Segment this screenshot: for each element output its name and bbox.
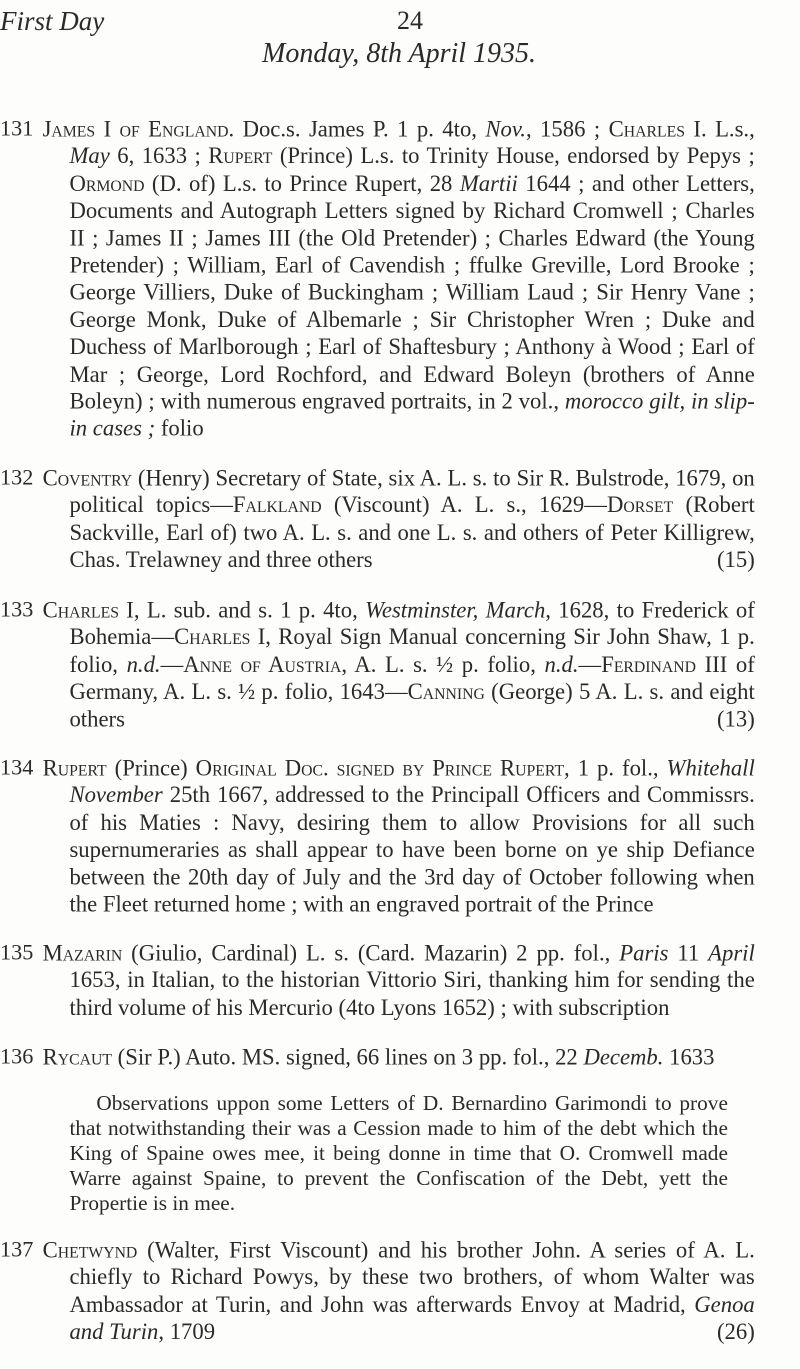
lot-text: (Sir P.) Auto. MS. signed, 66 lines on 3 pp. fol., 22 [111,1044,584,1070]
italic-text: Nov. [485,116,526,142]
lot-text: , 1628, to Frederick of Bohemia— [69,597,755,650]
lot-number: 135 [0,941,34,966]
sale-day-label: First Day [0,6,105,36]
lot-134 [0,755,755,918]
lot-text: (Robert Sackville, Earl of) two A. L. s. and one L. s. and others of Peter Killigrew, Chas. Trelawney and three others [69,493,755,573]
lot-text: (Prince) L.s. to Trinity House, endorsed by Pepys ; [272,144,755,170]
lot-description [43,597,755,733]
lot-text: — [578,652,602,678]
lot-heading-text: Canning [407,679,485,705]
lot-text: Doc.s. James P. 1 p. 4to, [234,116,486,142]
lot-description [43,116,755,443]
lot-text: (Viscount) A. L. s., 1629— [321,493,607,519]
lot-heading-text: Coventry [42,466,133,492]
lot-heading-text: Original Doc. signed by Prince Rupert, [195,755,570,781]
lot-text: 6, 1633 ; [109,144,209,170]
lot-text: (D. of) L.s. to Prince Rupert, 28 [144,171,460,197]
page-header [0,6,800,80]
italic-text: n.d. [544,652,579,678]
lot-heading-text: Rupert [208,144,273,170]
lot-text: 1633 [663,1044,715,1070]
lot-text: 1 p. fol., [569,755,667,781]
lot-133 [0,597,755,733]
lot-text: Royal Sign Manual concerning Sir John Shaw, 1 p. folio, [69,624,755,678]
italic-text: morocco gilt, in slip-in cases ; [69,389,755,442]
lot-text: (Prince) [106,755,196,781]
italic-text: Genoa and Turin [69,1292,755,1346]
lot-number: 134 [0,755,34,781]
lot-heading-text: Ferdinand [601,652,697,678]
italic-text: n.d. [126,652,161,678]
lot-text: (Giulio, Cardinal) L. s. (Card. Mazarin) 2 pp. fol., [122,941,620,967]
lot-number: 131 [0,116,34,142]
lot-135 [0,940,755,1022]
lot-text: 1644 ; and other Letters, Documents and Autograph Letters signed by Richard Cromwell ; Charles II ; James II ; James III (the Old Pretender) ; Charles Edward (the Young Pretender) ; William, Earl of Cavendish ; ffulke Greville, Lord Brooke ; George Villiers, Duke of Buckingham ; William Laud ; Sir Henry Vane ; George Monk, Duke of Albemarle ; Sir Christopher Wren ; Duke and Duchess of Marlborough ; Earl of Shaftesbury ; Anthony à Wood ; Earl of Mar ; George, Lord Rochford, and Edward Boleyn (brothers of Anne Boleyn) ; with numerous engraved portraits, in 2 vol., [69,171,755,415]
item-count: (13) [716,706,755,732]
lot-text: 11 [668,941,709,967]
lot-number: 137 [0,1238,34,1263]
italic-text: Paris [619,941,669,967]
lot-text: (George) 5 A. L. s. and eight others [69,679,755,732]
italic-text: Whitehall November [69,755,755,809]
lot-number: 132 [0,466,34,491]
lot-132 [0,465,755,574]
lot-heading-text: Charles I, [174,624,271,650]
italic-text: Decemb. [583,1044,664,1070]
lot-text: , 1709 [158,1320,216,1346]
italic-text: Martii [459,171,518,197]
lot-137 [0,1237,755,1346]
lot-136 [0,1044,741,1216]
lot-131 [0,116,755,443]
item-count: (26) [716,1320,755,1346]
lot-heading-text: Chetwynd [42,1238,138,1264]
lot-heading-text: Charles I. [608,116,707,142]
lot-heading-text: Rycaut [42,1044,112,1070]
sale-date: Monday, 8th April 1935. [262,38,537,69]
lot-number: 133 [0,597,34,622]
lot-text: III of Germany, A. L. s. ½ p. folio, 1643— [69,652,755,705]
page-number: 24 [397,6,423,35]
lot-description [43,755,755,918]
lot-note: Observations uppon some Letters of D. Bernardino Garimondi to prove that notwithstanding their was a Cession made to him of the debt which the King of Spaine owes mee, it being donne in time that O. Cromwell made Warre against Spaine, to prevent the Confiscation of the Debt, yett the Propertie is in mee. [69,1091,728,1214]
lot-heading-text: Anne of Austria, [183,652,347,678]
lot-description [43,940,755,1022]
item-count: (15) [716,547,755,573]
italic-text: Westminster, March [365,597,546,623]
lot-number: 136 [0,1044,34,1069]
lot-heading-text: Dorset [606,493,674,519]
lot-heading-text: Charles I, [42,597,140,623]
italic-text: April [708,941,755,967]
lot-text: (Walter, First Viscount) and his brother John. A series of A. L. chiefly to Richard Powys, by these two brothers, of whom Walter was Ambassador at Turin, and John was afterwards Envoy at Madrid, [69,1238,755,1318]
lot-heading-text: Mazarin [42,941,123,967]
lot-text: (Henry) Secretary of State, six A. L. s. to Sir R. Bulstrode, 1679, on political topics— [69,466,755,519]
lot-heading-text: Ormond [69,171,145,197]
lot-heading-text: James I of England. [42,116,235,142]
lot-text: , 1586 ; [525,116,609,142]
lot-text: — [160,652,184,678]
lot-text: folio [155,416,204,442]
lot-text: L.s., [706,116,755,142]
lot-text: 25th 1667, addressed to the Principall Officers and Commissrs. of his Maties : Navy, desiring them to allow Provisions for all such supernumeraries as shall appear to have been borne on ye ship Defiance between the 20th day of July and the 3rd day of October following when the Fleet returned home ; with an engraved portrait of the Prince [69,783,755,918]
lot-heading-text: Rupert [42,755,107,781]
lot-text: L. sub. and s. 1 p. 4to, [139,597,366,623]
lot-heading-text: Falkland [232,493,322,519]
italic-text: May [69,144,110,170]
lot-description [43,465,755,574]
lot-description [43,1237,755,1346]
lot-text: 1653, in Italian, to the historian Vittorio Siri, thanking him for sending the third volume of his Mercurio (4to Lyons 1652) ; with subscription [69,968,755,1021]
lot-description [43,1044,755,1071]
lot-text: A. L. s. ½ p. folio, [346,652,545,678]
